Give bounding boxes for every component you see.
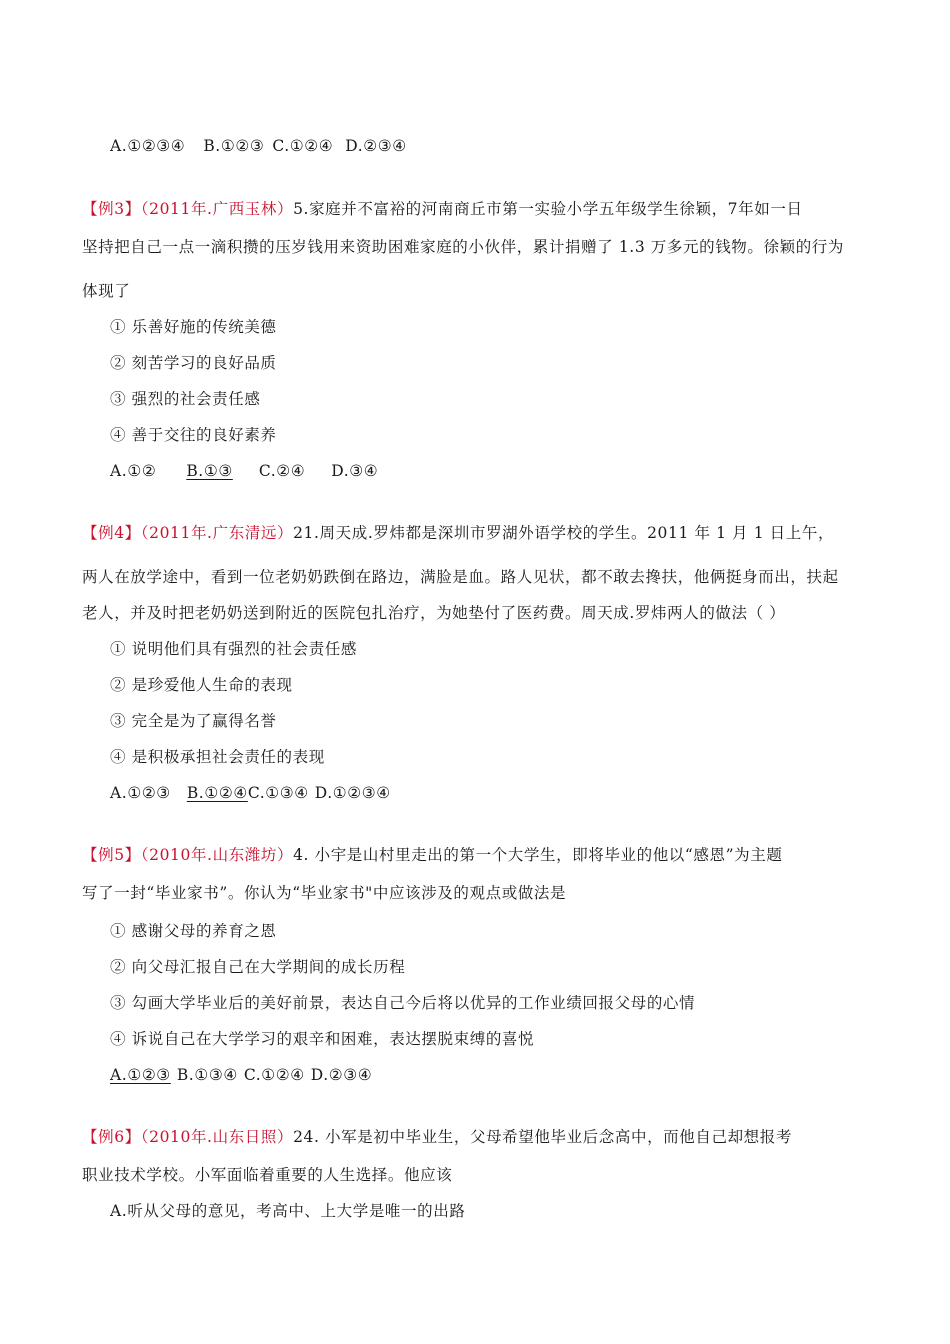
ex6-line1 [82,1126,792,1148]
option-c: C.①②④ [272,137,334,155]
ex5-option-a: A.①②③ [110,1066,171,1084]
ex3-item-3: ③ 强烈的社会责任感 [110,390,261,408]
ex5-item-4: ④ 诉说自己在大学学习的艰辛和困难，表达摆脱束缚的喜悦 [110,1030,535,1048]
ex3-text1: 5.家庭并不富裕的河南商丘市第一实验小学五年级学生徐颖，7年如一日 [293,200,803,218]
ex3-option-d: D.③④ [331,462,379,480]
ex5-source: （2010年.山东潍坊） [140,846,294,864]
ex3-line3: 体现了 [82,282,131,300]
ex3-item-2: ② 刻苦学习的良好品质 [110,354,277,372]
ex3-line1 [82,198,803,220]
ex3-answer [110,460,396,482]
ex4-item-1: ① 说明他们具有强烈的社会责任感 [110,640,358,658]
ex3-line2: 坚持把自己一点一滴积攒的压岁钱用来资助困难家庭的小伙伴，累计捐赠了 1.3 万多元的钱物。徐颖的行为 [82,238,845,256]
ex5-answer [110,1064,390,1086]
ex3-tag: 【例3】 [82,200,141,218]
ex3-source: （2011年.广西玉林） [140,200,294,218]
ex4-line1 [82,522,834,544]
ex4-tag: 【例4】 [82,524,141,542]
ex3-item-4: ④ 善于交往的良好素养 [110,426,277,444]
ex3-option-a: A.①② [110,462,157,480]
ex4-option-c: C.①③④ [247,784,309,802]
ex3-option-c: C.②④ [258,462,306,480]
ex4-option-a: A.①②③ [110,784,171,802]
ex6-text1: 24. 小军是初中毕业生，父母希望他毕业后念高中，而他自己却想报考 [293,1128,792,1146]
ex5-item-3: ③ 勾画大学毕业后的美好前景，表达自己今后将以优异的工作业绩回报父母的心情 [110,994,696,1012]
ex5-option-b: B.①③④ [176,1066,238,1084]
ex5-text1: 4. 小宇是山村里走出的第一个大学生，即将毕业的他以“感恩”为主题 [293,846,783,864]
ex5-item-1: ① 感谢父母的养育之恩 [110,922,277,940]
ex4-text1: 21.周天成.罗炜都是深圳市罗湖外语学校的学生。2011 年 1 月 1 日上午， [293,524,835,542]
ex3-option-b: B.①③ [186,462,233,480]
answer-line [110,135,425,157]
ex5-tag: 【例5】 [82,846,141,864]
ex3-item-1: ① 乐善好施的传统美德 [110,318,277,336]
ex5-option-d: D.②③④ [310,1066,373,1084]
ex6-source: （2010年.山东日照） [140,1128,294,1146]
ex6-line2: 职业技术学校。小军面临着重要的人生选择。他应该 [82,1166,453,1184]
ex4-line2: 两人在放学途中，看到一位老奶奶跌倒在路边，满脸是血。路人见状，都不敢去搀扶，他俩挺身而出，扶起 [82,568,839,586]
ex4-answer [110,782,409,804]
option-a: A.①②③④ [110,137,186,155]
ex4-item-2: ② 是珍爱他人生命的表现 [110,676,293,694]
ex4-item-4: ④ 是积极承担社会责任的表现 [110,748,325,766]
ex4-option-d: D.①②③④ [314,784,391,802]
ex4-item-3: ③ 完全是为了赢得名誉 [110,712,277,730]
ex5-line2: 写了一封“毕业家书”。你认为“毕业家书"中应该涉及的观点或做法是 [82,884,567,902]
option-b: B.①②③ [203,137,265,155]
ex4-source: （2011年.广东清远） [140,524,294,542]
ex5-item-2: ② 向父母汇报自己在大学期间的成长历程 [110,958,406,976]
ex6-tag: 【例6】 [82,1128,141,1146]
ex6-option-a: A.听从父母的意见，考高中、上大学是唯一的出路 [110,1202,466,1220]
ex4-line3: 老人，并及时把老奶奶送到附近的医院包扎治疗，为她垫付了医药费。周天成.罗炜两人的做法（ ） [82,604,786,622]
option-d: D.②③④ [345,137,407,155]
ex5-option-c: C.①②④ [243,1066,305,1084]
ex4-option-b: B.①②④ [186,784,248,802]
ex5-line1 [82,844,782,866]
